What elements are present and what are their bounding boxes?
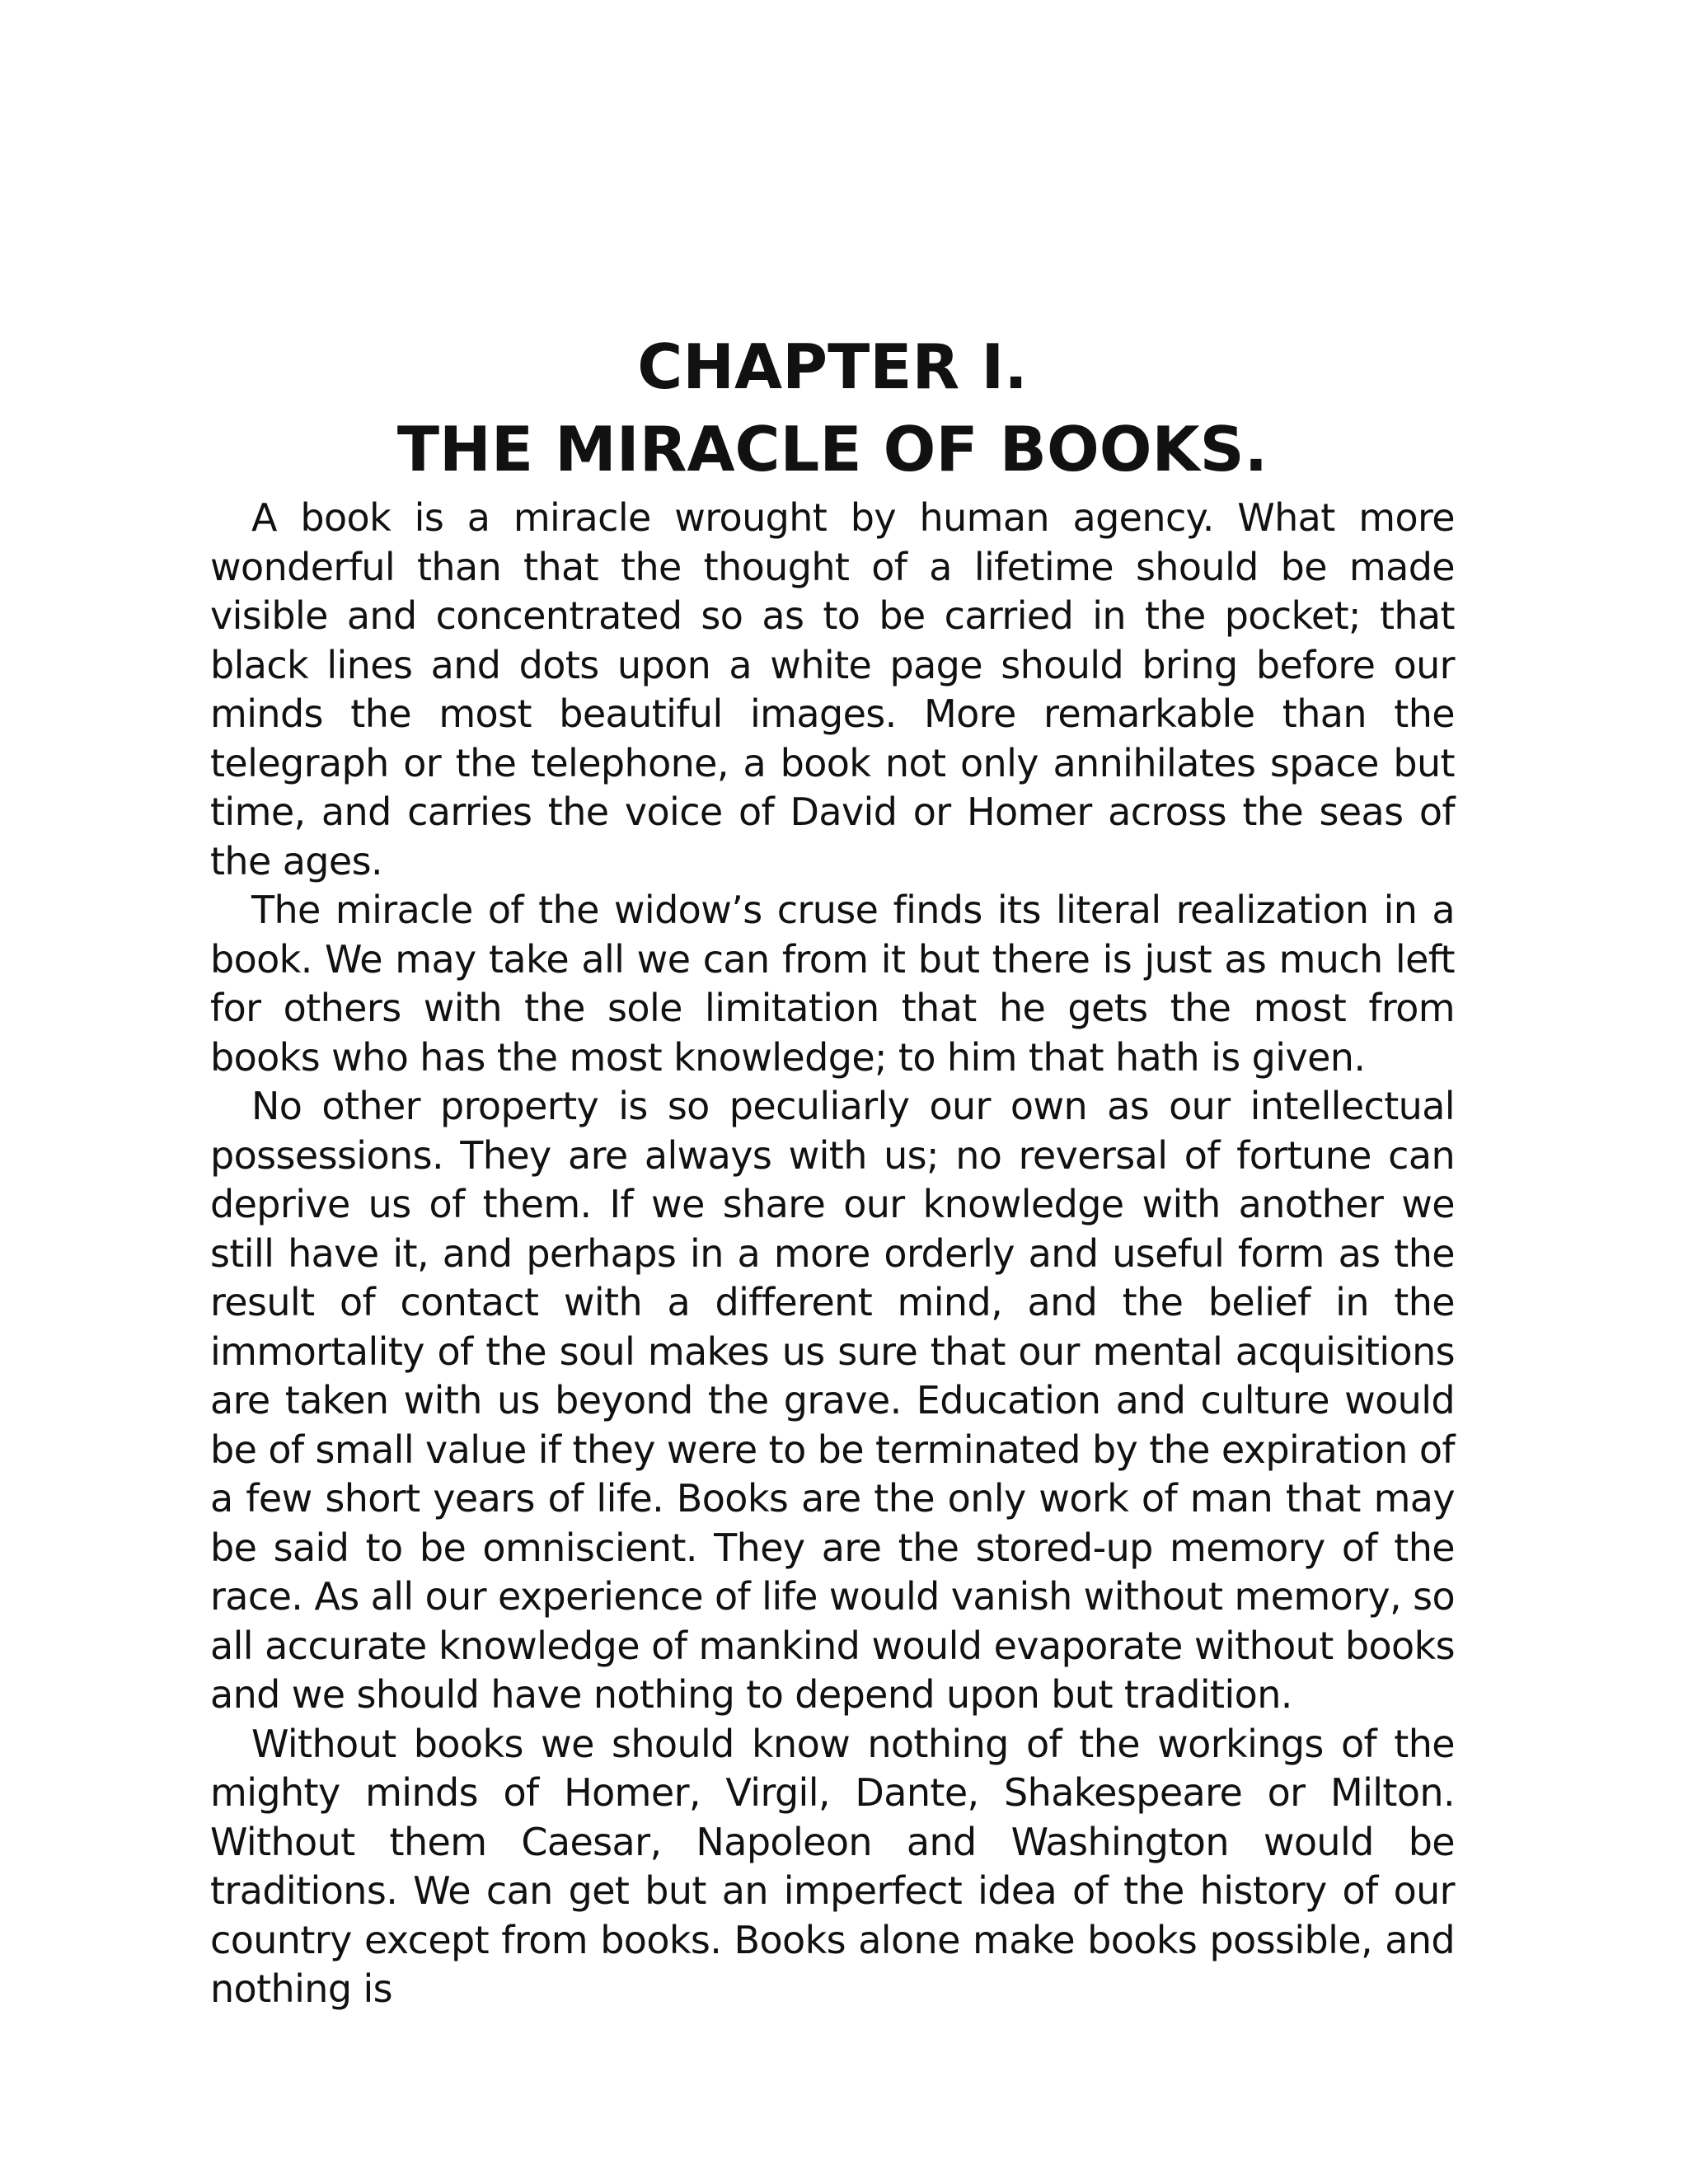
chapter-title: THE MIRACLE OF BOOKS.	[396, 413, 1268, 485]
paragraph: No other property is so peculiarly our own as our intellectual possessions. They are always with us; no reversal of fortune can deprive us of them. If we share our knowledge with another we still have it, and perhaps in a more orderly and useful form as the result of contact with a different mind, and the belief in the immortality of the soul makes us sure that our mental acquisitions are taken with us beyond the grave. Education and culture would be of small value if they were to be terminated by the expiration of a few short years of life. Books are the only work of man that may be said to be omniscient. They are the stored-up memory of the race. As all our experience of life would vanish without memory, so all accurate knowledge of mankind would evaporate without books and we should have nothing to depend upon but tradition.	[210, 1084, 1455, 1717]
chapter-body	[210, 494, 1455, 2014]
paragraph: The miracle of the widow’s cruse finds its literal realization in a book. We may take all we can from it but there is just as much left for others with the sole limitation that he gets the most from books who has the most knowledge; to him that hath is given.	[210, 888, 1455, 1080]
chapter-number: CHAPTER I.	[637, 330, 1028, 403]
paragraph: A book is a miracle wrought by human agency. What more wonderful than that the thought of a lifetime should be made visible and concentrated so as to be carried in the pocket; that black lines and dots upon a white page should bring before our minds the most beautiful images. More remarkable than the telegraph or the telephone, a book not only annihilates space but time, and carries the voice of David or Homer across the seas of the ages.	[210, 495, 1455, 883]
book-page	[210, 326, 1455, 2014]
chapter-heading	[210, 326, 1455, 490]
paragraph: Without books we should know nothing of the workings of the mighty minds of Homer, Virgil, Dante, Shakespeare or Milton. Without them Caesar, Napoleon and Washington would be traditions. We can get but an imperfect idea of the history of our country except from books. Books alone make books possible, and nothing is	[210, 1721, 1455, 2011]
